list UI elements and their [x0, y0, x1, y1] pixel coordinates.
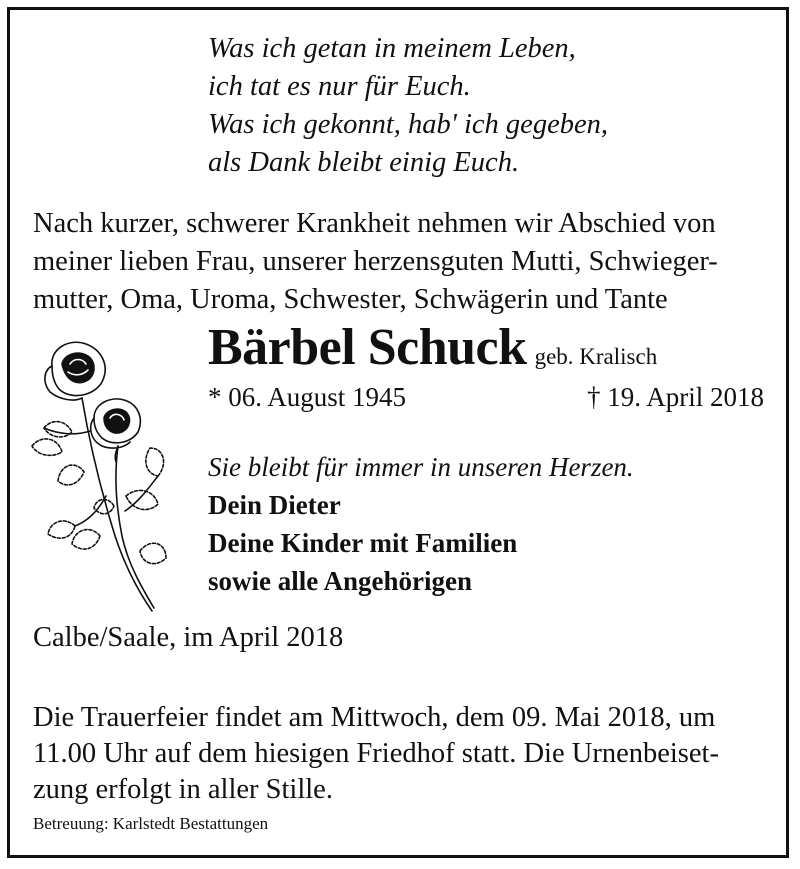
place-date: Calbe/Saale, im April 2018 [33, 622, 344, 653]
poem-line: Was ich getan in meinem Leben, [208, 33, 576, 64]
maiden-name: geb. Kralisch [534, 344, 658, 369]
intro-line: meiner lieben Frau, unserer herzensguten Mutti, Schwieger- [33, 246, 718, 277]
intro-line: Nach kurzer, schwerer Krankheit nehmen wir Abschied von [33, 208, 716, 239]
deceased-name: Bärbel Schuck [208, 319, 527, 376]
undertaker-credit: Betreuung: Karlstedt Bestattungen [33, 814, 269, 833]
poem-line: Was ich gekonnt, hab' ich gegeben, [208, 109, 608, 140]
intro-line: mutter, Oma, Uroma, Schwester, Schwägerin und Tante [33, 284, 668, 315]
poem-line: als Dank bleibt einig Euch. [208, 147, 520, 178]
poem [208, 30, 608, 182]
signer: sowie alle Angehörigen [208, 566, 472, 596]
funeral-line: zung erfolgt in aller Stille. [33, 774, 333, 805]
remembrance-line: Sie bleibt für immer in unseren Herzen. [208, 452, 634, 482]
signer: Deine Kinder mit Familien [208, 528, 518, 558]
intro-text [33, 205, 773, 319]
signers [208, 486, 517, 600]
deceased-name-line [208, 318, 657, 377]
funeral-info [33, 700, 719, 808]
funeral-line: 11.00 Uhr auf dem hiesigen Friedhof statt. Die Urnenbeiset- [33, 738, 719, 769]
signer: Dein Dieter [208, 490, 341, 520]
poem-line: ich tat es nur für Euch. [208, 71, 471, 102]
funeral-line: Die Trauerfeier findet am Mittwoch, dem 09. Mai 2018, um [33, 702, 716, 733]
roses-illustration-icon [30, 336, 170, 618]
death-date: † 19. April 2018 [586, 382, 764, 412]
birth-date: * 06. August 1945 [208, 382, 407, 412]
